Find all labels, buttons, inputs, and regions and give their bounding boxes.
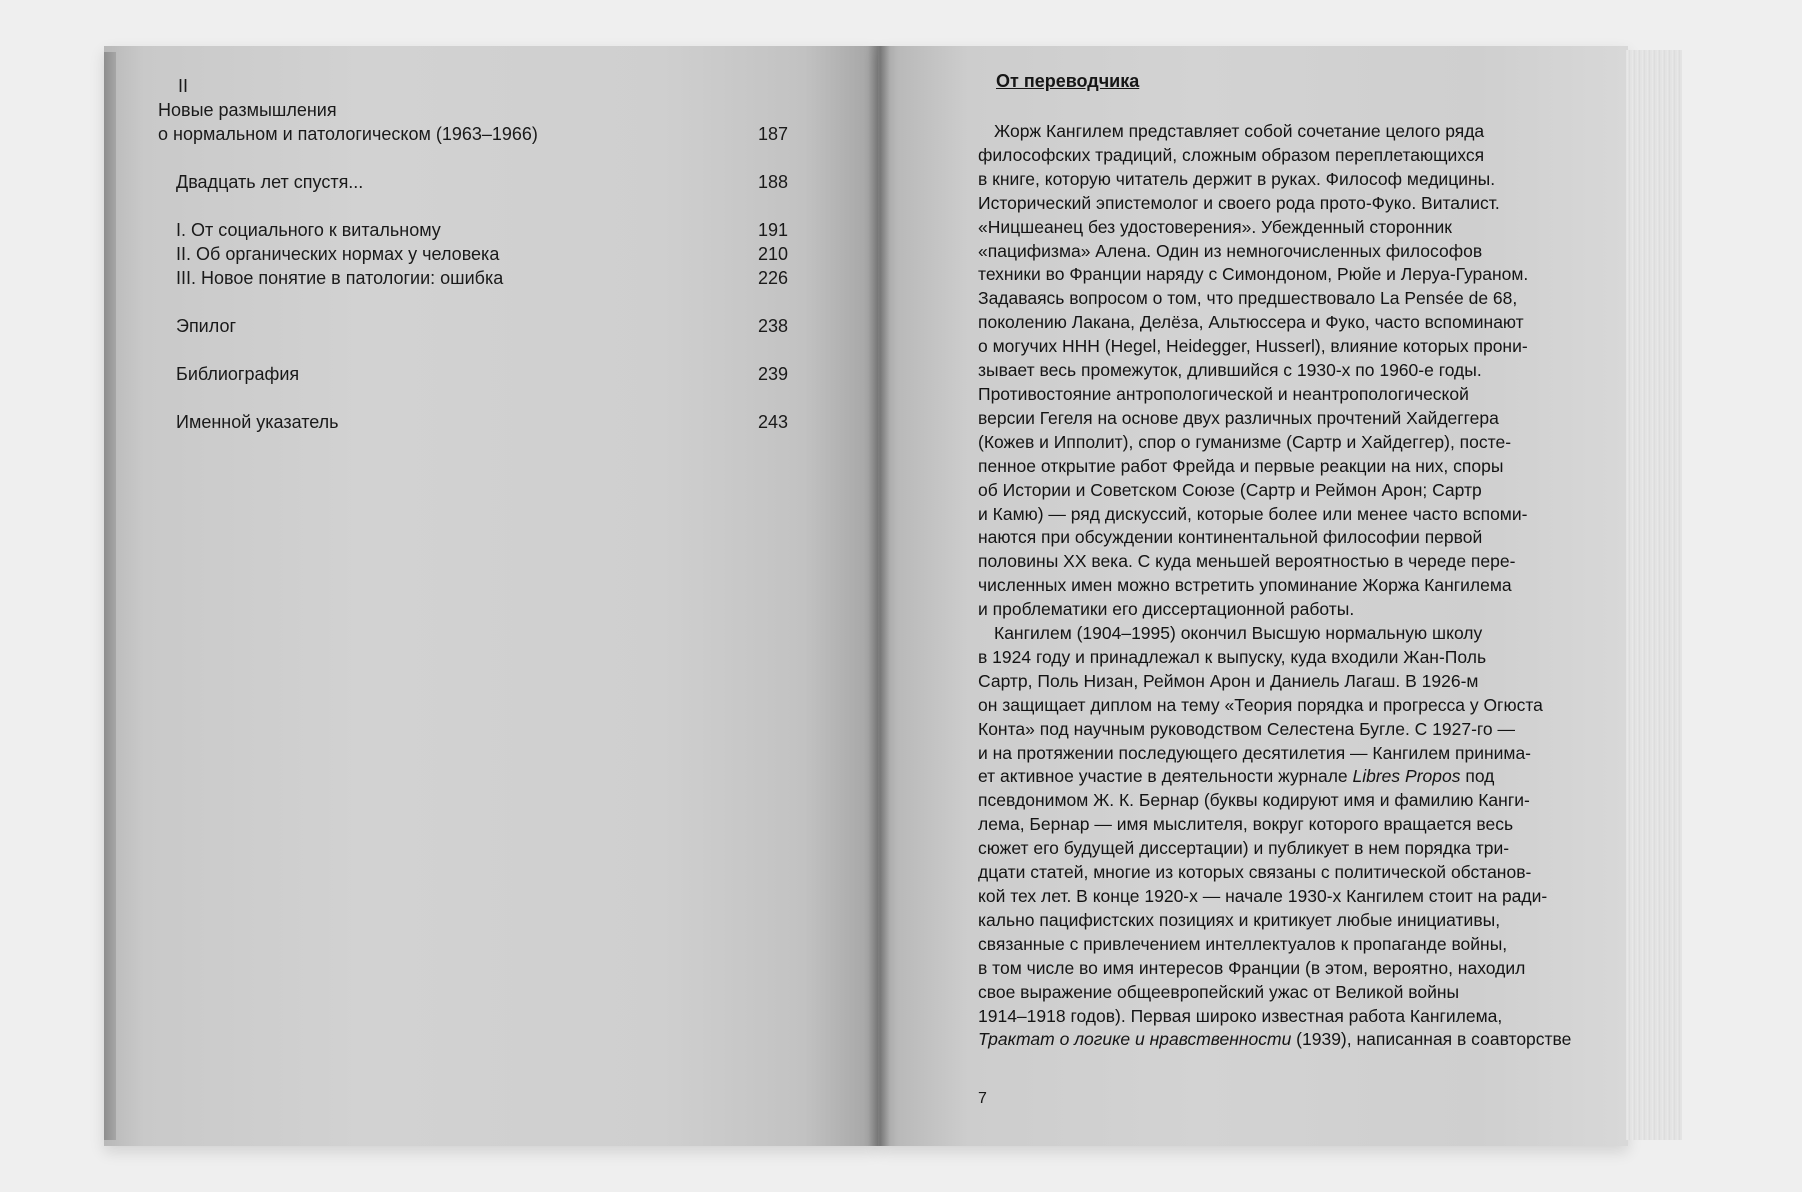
- text-line: (Кожев и Ипполит), спор о гуманизме (Сартр и Хайдеггер), посте-: [978, 431, 1512, 452]
- toc-entry-page: 210: [757, 244, 788, 264]
- text-line: в том числе во имя интересов Франции (в этом, вероятно, находил: [978, 957, 1526, 978]
- toc-entry: [158, 218, 788, 242]
- text-line: и на протяжении последующего десятилетия — Кангилем принима-: [978, 742, 1532, 763]
- text-line: «пацифизма» Алена. Один из немногочисленных философов: [978, 240, 1483, 261]
- page-number: 7: [978, 1090, 987, 1107]
- text-line: половины XX века. С куда меньшей вероятностью в череде пере-: [978, 551, 1516, 572]
- toc-entry-label: Эпилог: [176, 316, 237, 336]
- left-page-edge: [104, 52, 116, 1140]
- text-line: связанные с привлечением интеллектуалов к пропаганде войны,: [978, 933, 1508, 954]
- text-line: «Ницшеанец без удостоверения». Убежденный сторонник: [978, 216, 1452, 237]
- text-line: и проблематики его диссертационной работы.: [978, 599, 1355, 620]
- text-line-with-italic: [978, 765, 1590, 789]
- text-line: Жорж Кангилем представляет собой сочетание целого ряда: [994, 121, 1485, 141]
- book-gutter: [868, 46, 890, 1146]
- toc-part-title-line2: о нормальном и патологическом (1963–1966): [158, 124, 538, 144]
- work-title-italic: Трактат о логике и нравственности: [978, 1029, 1292, 1050]
- toc-entry-page: 238: [757, 316, 788, 336]
- text-line: в книге, которую читатель держит в руках. Философ медицины.: [978, 168, 1496, 189]
- right-page-edge: [1626, 50, 1682, 1140]
- toc-part-page: 187: [757, 124, 788, 144]
- journal-title-italic: Libres Propos: [1352, 766, 1461, 787]
- toc-part-row: [158, 122, 788, 146]
- text-line: дцати статей, многие из которых связаны с политической обстанов-: [978, 862, 1532, 883]
- text-line: свое выражение общеевропейский ужас от Великой войны: [978, 981, 1460, 1002]
- toc-entry: [158, 170, 788, 194]
- text-line: о могучих HHH (Hegel, Heidegger, Husserl), влияние которых прони-: [978, 336, 1528, 357]
- text-line: поколению Лакана, Делёза, Альтюссера и Фуко, часто вспоминают: [978, 312, 1524, 333]
- text-line: численных имен можно встретить упоминание Жоржа Кангилема: [978, 575, 1512, 596]
- text-segment: ет активное участие в деятельности журнале: [978, 766, 1353, 787]
- text-line: Противостояние антропологической и неантропологической: [978, 383, 1469, 404]
- text-line: пенное открытие работ Фрейда и первые реакции на них, споры: [978, 455, 1504, 476]
- toc-entry: [158, 410, 788, 434]
- text-line: зывает весь промежуток, длившийся с 1930-х по 1960-е годы.: [978, 360, 1482, 381]
- toc-entry: [158, 314, 788, 338]
- toc-entry: [158, 242, 788, 266]
- toc-entry-page: 243: [757, 412, 788, 432]
- text-line: философских традиций, сложным образом переплетающихся: [978, 144, 1485, 165]
- text-line: Сартр, Поль Низан, Реймон Арон и Даниель Лагаш. В 1926-м: [978, 670, 1479, 691]
- text-line: кально пацифистских позициях и критикует любые инициативы,: [978, 909, 1501, 930]
- toc-entry-page: 191: [757, 220, 788, 240]
- toc-entry-label: Именной указатель: [176, 412, 339, 432]
- toc-entry-label: I. От социального к витальному: [176, 220, 441, 240]
- text-line: наются при обсуждении континентальной философии первой: [978, 527, 1483, 548]
- text-line: Кангилем (1904–1995) окончил Высшую нормальную школу: [994, 623, 1483, 644]
- text-line: 1914–1918 годов). Первая широко известная работа Кангилема,: [978, 1005, 1503, 1026]
- text-segment: (1939), написанная в соавторстве: [1291, 1029, 1572, 1050]
- text-line: в 1924 году и принадлежал к выпуску, куда входили Жан-Поль: [978, 646, 1487, 667]
- text-line-with-italic: [978, 1028, 1590, 1052]
- toc-entry-page: 188: [757, 172, 788, 192]
- text-line: об Истории и Советском Союзе (Сартр и Реймон Арон; Сартр: [978, 479, 1482, 500]
- text-line: версии Гегеля на основе двух различных прочтений Хайдеггера: [978, 407, 1499, 428]
- toc-entry-label: III. Новое понятие в патологии: ошибка: [176, 268, 504, 288]
- toc-entry-label: II. Об органических нормах у человека: [176, 244, 500, 264]
- text-line: лема, Бернар — имя мыслителя, вокруг которого вращается весь: [978, 814, 1514, 835]
- toc-entry-label: Библиография: [176, 364, 300, 384]
- text-line: кой тех лет. В конце 1920-х — начале 1930-х Кангилем стоит на ради-: [978, 886, 1548, 906]
- text-line: техники во Франции наряду с Симондоном, Рюйе и Леруа-Гураном.: [978, 264, 1529, 285]
- toc-part-numeral: II: [178, 76, 189, 96]
- body-text: [978, 120, 1590, 1052]
- text-line: Задаваясь вопросом о том, что предшествовало La Pensée de 68,: [978, 288, 1518, 309]
- text-line: псевдонимом Ж. К. Бернар (буквы кодируют имя и фамилию Канги-: [978, 790, 1530, 811]
- toc-entry-page: 226: [757, 268, 788, 288]
- toc-entry-page: 239: [757, 364, 788, 384]
- text-segment: под: [1460, 766, 1495, 787]
- toc-entry: [158, 266, 788, 290]
- table-of-contents: [158, 74, 788, 434]
- toc-entry: [158, 362, 788, 386]
- text-line: он защищает диплом на тему «Теория порядка и прогресса у Огюста: [978, 694, 1543, 715]
- text-line: Конта» под научным руководством Селестена Бугле. С 1927-го —: [978, 718, 1516, 739]
- section-heading: От переводчика: [996, 71, 1140, 91]
- toc-part-title-line1: Новые размышления: [158, 100, 337, 120]
- text-line: сюжет его будущей диссертации) и публикует в нем порядка три-: [978, 838, 1510, 859]
- text-line: и Камю) — ряд дискуссий, которые более или менее часто вспоми-: [978, 503, 1528, 524]
- text-line: Исторический эпистемолог и своего рода прото-Фуко. Виталист.: [978, 192, 1500, 213]
- toc-entry-label: Двадцать лет спустя...: [176, 172, 364, 192]
